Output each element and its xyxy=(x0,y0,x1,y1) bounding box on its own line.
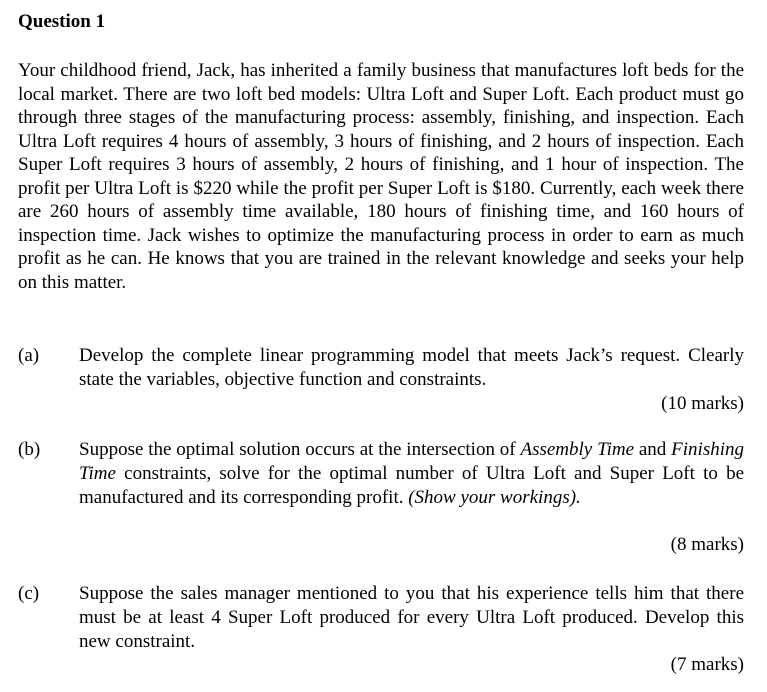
part-b-text-3: constraints, solve for the optimal number of Ultra Loft and Super Loft to be manufactured and its corresponding profit. xyxy=(79,463,744,508)
part-b-label: (b) xyxy=(18,439,41,460)
part-c-text: Suppose the sales manager mentioned to you that his experience tells him that there must be at least 4 Super Loft produced for every Ultra Loft produced. Develop this new constraint. xyxy=(79,583,744,652)
question-intro: Your childhood friend, Jack, has inherited a family business that manufactures loft beds for the local market. There are two loft bed models: Ultra Loft and Super Loft. Each product must go through three stages of the manufacturing process: assembly, finishing, and inspection. Each Ultra Loft requires 4 hours of assembly, 3 hours of finishing, and 2 hours of inspection. Each Super Loft requires 3 hours of assembly, 2 hours of finishing, and 1 hour of inspection. The profit per Ultra Loft is $220 while the profit per Super Loft is $180. Currently, each week there are 260 hours of assembly time available, 180 hours of finishing time, and 160 hours of inspection time. Jack wishes to optimize the manufacturing process in order to earn as much profit as he can. He knows that you are trained in the relevant knowledge and seeks your help on this matter. xyxy=(18,60,744,293)
part-c-label: (c) xyxy=(18,583,40,604)
part-c-marks: (7 marks) xyxy=(670,654,744,675)
part-a-marks: (10 marks) xyxy=(661,393,744,414)
question-title: Question 1 xyxy=(18,11,106,32)
part-b-emphasis-assembly: Assembly Time xyxy=(520,439,635,460)
part-a-text: Develop the complete linear programming model that meets Jack’s request. Clearly state the variables, objective function and constraints. xyxy=(79,345,744,390)
part-a-label: (a) xyxy=(18,345,40,366)
part-b-text-1: Suppose the optimal solution occurs at the intersection of xyxy=(79,439,521,460)
part-b-text-2: and xyxy=(634,439,672,460)
part-b-emphasis-workings: (Show your workings). xyxy=(408,487,581,508)
part-b-marks: (8 marks) xyxy=(670,534,744,555)
part-b-text xyxy=(79,438,744,510)
part-b-emphasis-finishing: Finishing Time xyxy=(79,439,744,484)
